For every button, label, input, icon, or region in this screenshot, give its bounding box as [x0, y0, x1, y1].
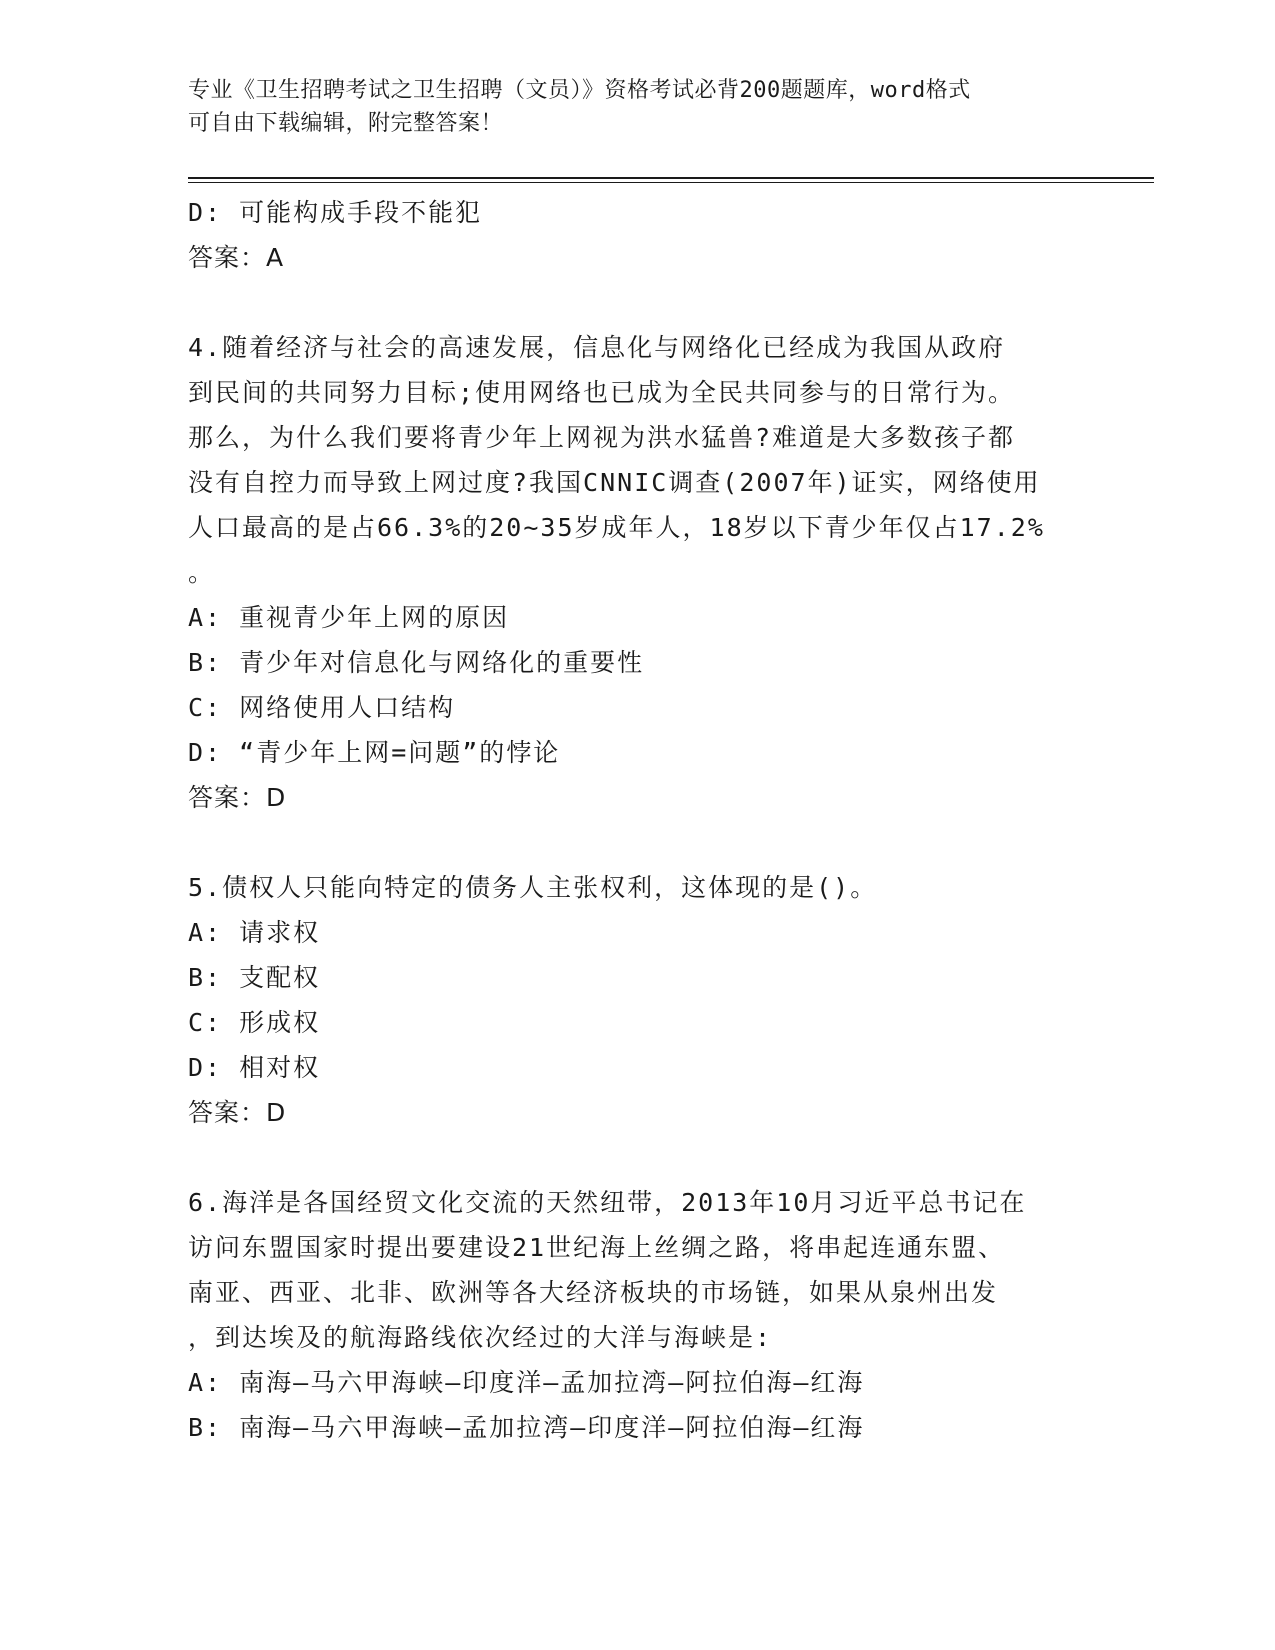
- question-4: [188, 325, 1088, 820]
- question-stem-line: 人口最高的是占66.3%的20~35岁成年人，18岁以下青少年仅占17.2%: [188, 513, 1045, 542]
- question-stem-line: 4.随着经济与社会的高速发展，信息化与网络化已经成为我国从政府: [188, 333, 1006, 362]
- option-a: A: 南海—马六甲海峡—印度洋—孟加拉湾—阿拉伯海—红海: [188, 1368, 865, 1397]
- question-stem-line: 6.海洋是各国经贸文化交流的天然纽带，2013年10月习近平总书记在: [188, 1188, 1027, 1217]
- spacer: [188, 1135, 1088, 1180]
- option-d: D: “青少年上网=问题”的悖论: [188, 738, 561, 767]
- question-list: [188, 190, 1088, 1450]
- header-line-2: 可自由下载编辑，附完整答案！: [188, 111, 504, 136]
- answer: 答案：A: [188, 243, 285, 272]
- question-6: [188, 1180, 1088, 1450]
- question-5: [188, 865, 1088, 1135]
- option-b: B: 南海—马六甲海峡—孟加拉湾—印度洋—阿拉伯海—红海: [188, 1413, 865, 1442]
- header-line-1: 专业《卫生招聘考试之卫生招聘（文员）》资格考试必背200题题库，word格式: [188, 78, 971, 103]
- option-b: B: 支配权: [188, 963, 321, 992]
- option-d: D: 可能构成手段不能犯: [188, 198, 483, 227]
- question-stem-line: ，到达埃及的航海路线依次经过的大洋与海峡是:: [188, 1323, 773, 1352]
- spacer: [188, 820, 1088, 865]
- answer: 答案：D: [188, 1098, 287, 1127]
- question-stem-line: 南亚、西亚、北非、欧洲等各大经济板块的市场链，如果从泉州出发: [188, 1278, 999, 1307]
- answer: 答案：D: [188, 783, 287, 812]
- option-c: C: 形成权: [188, 1008, 321, 1037]
- question-stem-line: 没有自控力而导致上网过度?我国CNNIC调查(2007年)证实，网络使用: [188, 468, 1041, 497]
- question-stem-line: 5.债权人只能向特定的债务人主张权利，这体现的是()。: [188, 873, 878, 902]
- question-stem-line: 访问东盟国家时提出要建设21世纪海上丝绸之路，将串起连通东盟、: [188, 1233, 1006, 1262]
- question-stem-line: 那么，为什么我们要将青少年上网视为洪水猛兽?难道是大多数孩子都: [188, 423, 1016, 452]
- spacer: [188, 280, 1088, 325]
- option-a: A: 请求权: [188, 918, 321, 947]
- question-3: [188, 190, 1088, 280]
- question-stem-line: 。: [188, 558, 216, 587]
- option-a: A: 重视青少年上网的原因: [188, 603, 510, 632]
- option-c: C: 网络使用人口结构: [188, 693, 456, 722]
- document-header: [188, 74, 1088, 140]
- option-d: D: 相对权: [188, 1053, 321, 1082]
- header-divider-thin: [188, 182, 1154, 183]
- header-divider-thick: [188, 177, 1154, 179]
- question-stem-line: 到民间的共同努力目标;使用网络也已成为全民共同参与的日常行为。: [188, 378, 1016, 407]
- option-b: B: 青少年对信息化与网络化的重要性: [188, 648, 645, 677]
